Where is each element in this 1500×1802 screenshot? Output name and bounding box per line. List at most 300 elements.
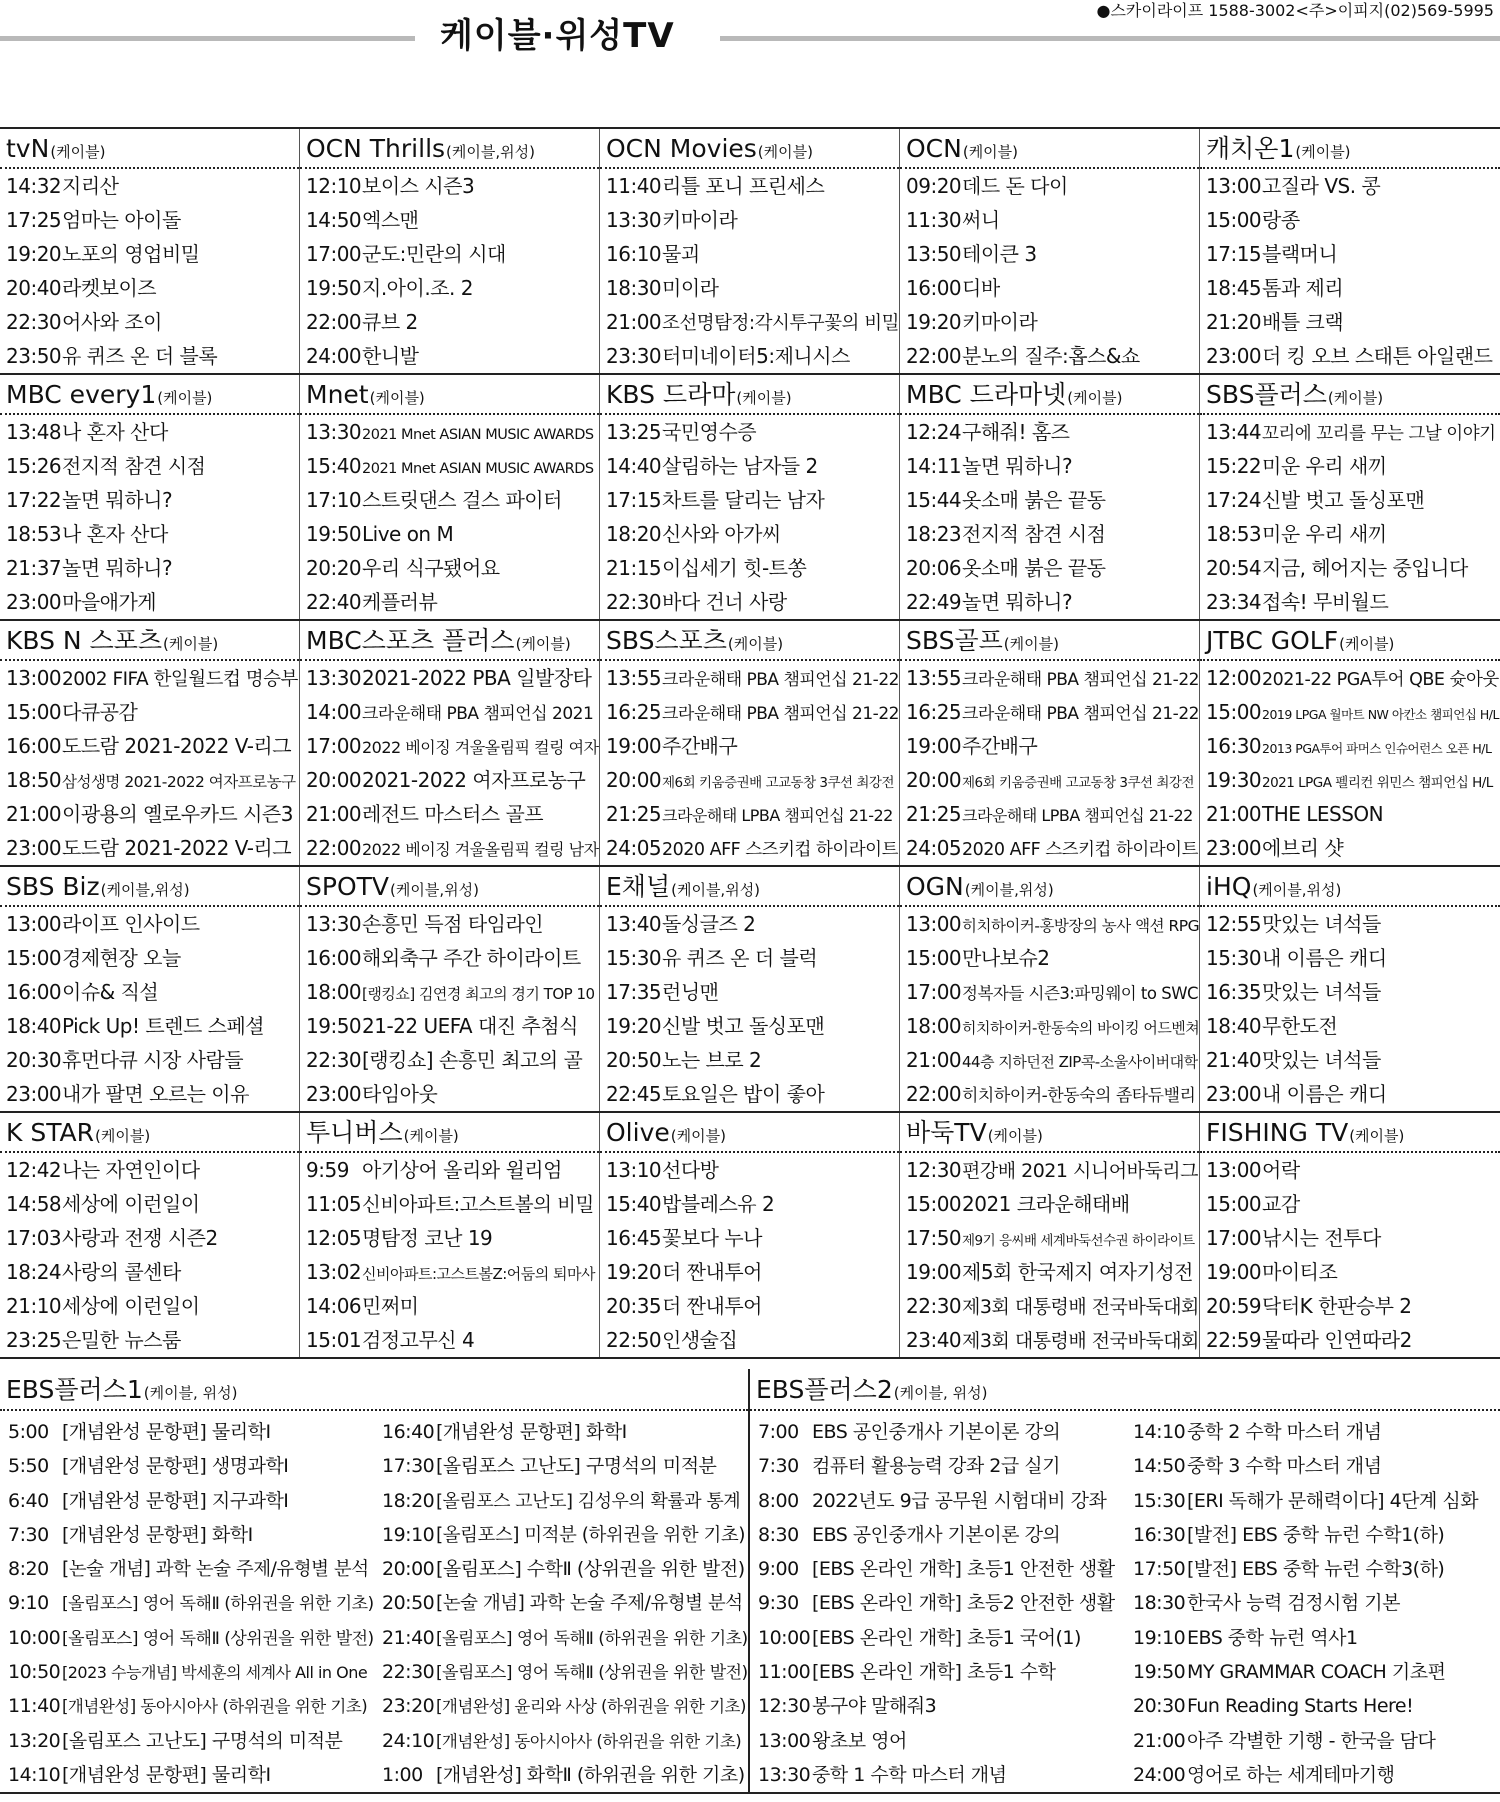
- program-time: 12:30: [758, 1695, 811, 1718]
- program-title: 낚시는 전투다: [1262, 1226, 1381, 1250]
- program-title: [올림포스] 미적분 (하위권을 위한 기초): [436, 1524, 745, 1546]
- program-title: 블랙머니: [1262, 242, 1338, 266]
- program-title: 명탐정 코난 19: [362, 1226, 493, 1250]
- program-time: 19:20: [6, 242, 62, 266]
- channel-name: E채널: [606, 872, 671, 901]
- program-title: [개념완성] 동아시아사 (하위권을 위한 기초): [62, 1697, 368, 1717]
- program-title: [랭킹쇼] 김연경 최고의 경기 TOP 10: [362, 985, 595, 1003]
- program-row: [600, 339, 899, 373]
- program-time: 22:30: [6, 310, 62, 334]
- program-title: [올림포스] 영어 독해Ⅱ (상위권을 위한 발전): [436, 1663, 748, 1684]
- program-time: 14:58: [6, 1192, 62, 1216]
- program-row: [600, 1153, 899, 1187]
- program-row: [0, 1323, 299, 1357]
- program-time: 7:30: [758, 1455, 799, 1478]
- program-time: 20:50: [606, 1048, 662, 1072]
- program-row: [0, 1552, 374, 1586]
- channel-header: [1200, 621, 1500, 661]
- program-time: 23:40: [906, 1328, 962, 1352]
- program-row: [900, 1009, 1199, 1043]
- program-title: 노는 브로 2: [662, 1048, 762, 1072]
- program-title: 주간배구: [962, 734, 1038, 758]
- program-time: 12:24: [906, 420, 962, 444]
- program-time: 15:22: [1206, 454, 1262, 478]
- program-title: [올림포스] 영어 독해Ⅱ (하위권을 위한 기초): [436, 1628, 748, 1649]
- program-time: 15:00: [1206, 700, 1262, 724]
- program-row: [1125, 1552, 1500, 1586]
- program-time: 13:30: [758, 1763, 811, 1786]
- program-time: 22:00: [906, 1082, 962, 1106]
- program-title: 전지적 참견 시점: [62, 454, 206, 478]
- program-title: [ERI 독해가 문해력이다] 4단계 심화: [1187, 1489, 1479, 1512]
- program-row: [900, 695, 1199, 729]
- program-row: [900, 169, 1199, 203]
- program-time: 18:20: [382, 1489, 435, 1512]
- program-row: [300, 975, 599, 1009]
- channel-name: 캐치온1: [1206, 134, 1295, 163]
- program-time: 8:20: [8, 1558, 49, 1581]
- program-time: 16:00: [6, 980, 62, 1004]
- program-row: [600, 1043, 899, 1077]
- program-time: 14:00: [306, 700, 362, 724]
- channel-header: [600, 621, 899, 661]
- channel-header: [0, 375, 299, 415]
- program-row: [1200, 1153, 1500, 1187]
- program-time: 20:35: [606, 1294, 662, 1318]
- channel-header: [300, 1113, 599, 1153]
- program-title: Live on M: [362, 522, 454, 546]
- program-title: 정복자들 시즌3:파밍웨이 to SWC: [962, 984, 1199, 1003]
- program-title: 케플러뷰: [362, 590, 438, 614]
- program-row: [1200, 1323, 1500, 1357]
- program-row: [750, 1724, 1125, 1758]
- program-row: [900, 1255, 1199, 1289]
- channel-platform: (케이블): [670, 1127, 726, 1145]
- program-row: [0, 415, 299, 449]
- header-rule-right: [720, 36, 1500, 41]
- channel-block: [300, 867, 600, 1111]
- program-time: 14:11: [906, 454, 962, 478]
- program-time: 20:00: [306, 768, 362, 792]
- program-row: [750, 1655, 1125, 1689]
- program-time: 17:50: [906, 1226, 962, 1250]
- program-time: 22:49: [906, 590, 962, 614]
- program-row: [900, 339, 1199, 373]
- program-row: [750, 1621, 1125, 1655]
- program-row: [600, 271, 899, 305]
- program-title: 레전드 마스터스 골프: [362, 802, 544, 826]
- program-time: 11:40: [8, 1695, 61, 1718]
- program-time: 20:30: [6, 1048, 62, 1072]
- program-row: [0, 1289, 299, 1323]
- program-title: 보이스 시즌3: [362, 174, 475, 198]
- program-time: 24:10: [382, 1729, 435, 1752]
- channel-platform: (케이블): [1295, 143, 1351, 161]
- program-title: [개념완성] 윤리와 사상 (하위권을 위한 기초): [436, 1697, 746, 1717]
- program-title: 2021 Mnet ASIAN MUSIC AWARDS: [362, 461, 594, 477]
- program-title: 영어로 하는 세계테마기행: [1187, 1763, 1395, 1786]
- program-time: 18:30: [606, 276, 662, 300]
- program-time: 17:03: [6, 1226, 62, 1250]
- program-row: [1200, 415, 1500, 449]
- program-time: 21:00: [1206, 802, 1262, 826]
- program-title: [2023 수능개념] 박세훈의 세계사 All in One: [62, 1663, 368, 1683]
- channel-header: [750, 1369, 1500, 1411]
- program-time: 11:05: [306, 1192, 362, 1216]
- program-title: 유 퀴즈 온 더 블럭: [662, 946, 818, 970]
- program-title: 아기상어 올리와 윌리엄: [362, 1158, 562, 1182]
- program-title: 중학 2 수학 마스터 개념: [1187, 1421, 1382, 1443]
- ebs-channel-block: [750, 1369, 1500, 1792]
- program-row: [1200, 729, 1500, 763]
- program-row: [600, 1289, 899, 1323]
- program-time: 18:24: [6, 1260, 62, 1284]
- program-title: 나 혼자 산다: [62, 420, 168, 444]
- program-time: 18:20: [606, 522, 662, 546]
- program-row: [1200, 1009, 1500, 1043]
- program-time: 13:30: [306, 666, 362, 690]
- program-title: 물따라 인연따라2: [1262, 1328, 1412, 1352]
- program-row: [900, 483, 1199, 517]
- program-time: 14:10: [1133, 1421, 1186, 1443]
- channel-platform: (케이블): [987, 1127, 1043, 1145]
- program-title: 신사와 아가씨: [662, 522, 781, 546]
- program-title: 더 킹 오브 스태튼 아일랜드: [1262, 344, 1493, 368]
- program-time: 14:10: [8, 1763, 61, 1786]
- program-time: 10:00: [8, 1626, 61, 1649]
- header-rule-left: [0, 36, 415, 41]
- channel-platform: (케이블): [50, 143, 106, 161]
- program-title: 놀면 뭐하니?: [62, 488, 173, 512]
- program-title: 도드람 2021-2022 V-리그: [62, 734, 292, 758]
- program-time: 18:53: [1206, 522, 1262, 546]
- channel-platform: (케이블): [157, 389, 213, 407]
- channel-platform: (케이블, 위성): [893, 1384, 988, 1402]
- channel-row: [0, 867, 1500, 1113]
- program-title: 2020 AFF 스즈키컵 하이라이트: [662, 840, 898, 860]
- program-title: 지리산: [62, 174, 119, 198]
- program-time: 15:26: [6, 454, 62, 478]
- program-row: [1200, 237, 1500, 271]
- program-time: 18:50: [6, 768, 62, 792]
- program-title: 내 이름은 캐디: [1262, 946, 1387, 970]
- program-title: 꽃보다 누나: [662, 1226, 762, 1250]
- program-row: [0, 763, 299, 797]
- program-time: 12:05: [306, 1226, 362, 1250]
- program-row: [900, 305, 1199, 339]
- program-time: 15:00: [6, 946, 62, 970]
- program-time: 23:00: [1206, 344, 1262, 368]
- program-time: 13:00: [758, 1729, 811, 1752]
- program-title: 신비아파트:고스트볼Z:어둠의 퇴마사: [362, 1265, 596, 1283]
- program-row: [300, 415, 599, 449]
- channel-platform: (케이블): [1003, 635, 1059, 653]
- program-time: 18:00: [306, 980, 362, 1004]
- program-time: 18:40: [1206, 1014, 1262, 1038]
- program-time: 9:30: [758, 1592, 799, 1615]
- program-time: 09:20: [906, 174, 962, 198]
- channel-header: [0, 1369, 748, 1411]
- channel-header: [600, 1113, 899, 1153]
- program-title: 배틀 크랙: [1262, 310, 1344, 334]
- program-row: [0, 1484, 374, 1518]
- program-row: [1200, 551, 1500, 585]
- program-title: 2019 LPGA 월마트 NW 아칸소 챔피언십 H/L: [1262, 707, 1499, 722]
- program-row: [1200, 1077, 1500, 1111]
- program-row: [900, 1043, 1199, 1077]
- program-title: 아주 각별한 기행 - 한국을 담다: [1187, 1729, 1436, 1752]
- program-row: [900, 975, 1199, 1009]
- program-title: 내가 팔면 오르는 이유: [62, 1082, 249, 1106]
- channel-block: [300, 129, 600, 373]
- program-row: [600, 797, 899, 831]
- program-title: 신발 벗고 돌싱포맨: [1262, 488, 1425, 512]
- program-title: 바다 건너 사랑: [662, 590, 787, 614]
- program-time: 24:00: [1133, 1763, 1186, 1786]
- program-time: 16:00: [306, 946, 362, 970]
- program-row: [374, 1415, 748, 1449]
- program-time: 21:40: [382, 1626, 435, 1649]
- program-row: [0, 907, 299, 941]
- program-time: 22:00: [306, 836, 362, 860]
- program-time: 20:20: [306, 556, 362, 580]
- program-time: 8:00: [758, 1489, 799, 1512]
- channel-name: SBS스포츠: [606, 626, 727, 655]
- channel-block: [900, 1113, 1200, 1357]
- program-row: [600, 1255, 899, 1289]
- program-time: 22:30: [606, 590, 662, 614]
- program-row: [374, 1518, 748, 1552]
- channel-header: [300, 867, 599, 907]
- program-row: [600, 831, 899, 865]
- program-row: [900, 449, 1199, 483]
- program-title: 토요일은 밥이 좋아: [662, 1082, 825, 1106]
- channel-grid: [0, 129, 1500, 1359]
- program-row: [750, 1449, 1125, 1483]
- program-time: 16:40: [382, 1421, 435, 1443]
- program-row: [0, 975, 299, 1009]
- program-title: 전지적 참견 시점: [962, 522, 1106, 546]
- program-row: [374, 1689, 748, 1723]
- program-row: [1200, 797, 1500, 831]
- program-row: [900, 941, 1199, 975]
- ebs-column: [750, 1415, 1125, 1792]
- program-title: 제3회 대통령배 전국바둑대회: [962, 1296, 1199, 1318]
- program-time: 18:45: [1206, 276, 1262, 300]
- program-time: 17:35: [606, 980, 662, 1004]
- program-time: 17:25: [6, 208, 62, 232]
- program-title: 미이라: [662, 276, 719, 300]
- program-title: 구해줘! 홈즈: [962, 420, 1070, 444]
- program-title: 2022 베이징 겨울올림픽 컬링 남자: [362, 840, 599, 859]
- program-time: 7:00: [758, 1421, 799, 1443]
- channel-name: MBC 드라마넷: [906, 380, 1067, 409]
- channel-block: [0, 621, 300, 865]
- program-time: 19:20: [906, 310, 962, 334]
- channel-platform: (케이블): [515, 635, 571, 653]
- program-title: 무한도전: [1262, 1014, 1338, 1038]
- program-time: 17:00: [306, 242, 362, 266]
- program-row: [300, 449, 599, 483]
- program-time: 16:30: [1133, 1523, 1186, 1546]
- program-time: 14:32: [6, 174, 62, 198]
- program-title: 조선명탐정:각시투구꽃의 비밀: [662, 313, 899, 334]
- program-row: [600, 1077, 899, 1111]
- program-time: 20:30: [1133, 1695, 1186, 1718]
- program-time: 9:59: [306, 1158, 349, 1182]
- program-row: [900, 237, 1199, 271]
- channel-header: [1200, 1113, 1500, 1153]
- program-title: 미운 우리 새끼: [1262, 454, 1387, 478]
- program-time: 15:30: [1206, 946, 1262, 970]
- program-title: 봉구야 말해줘3: [812, 1695, 937, 1718]
- program-time: 13:00: [906, 912, 962, 936]
- program-row: [300, 1077, 599, 1111]
- channel-block: [600, 1113, 900, 1357]
- program-time: 21:25: [606, 802, 662, 826]
- program-time: 9:00: [758, 1558, 799, 1581]
- program-title: 크라운해태 PBA 챔피언십 21-22: [662, 670, 899, 690]
- program-row: [1200, 975, 1500, 1009]
- channel-block: [1200, 1113, 1500, 1357]
- program-title: 꼬리에 꼬리를 무는 그날 이야기: [1262, 424, 1496, 444]
- channel-platform: (케이블): [757, 143, 813, 161]
- program-title: 제6회 키움증권배 고교동창 3쿠션 최강전: [962, 775, 1194, 791]
- program-time: 17:00: [906, 980, 962, 1004]
- channel-name: 투니버스: [306, 1118, 403, 1147]
- program-title: 중학 1 수학 마스터 개념: [812, 1763, 1007, 1786]
- program-title: Pick Up! 트렌드 스페셜: [62, 1014, 265, 1038]
- program-time: 18:30: [1133, 1592, 1186, 1615]
- program-row: [0, 729, 299, 763]
- program-row: [0, 661, 299, 695]
- program-title: 21-22 UEFA 대진 추첨식: [362, 1014, 578, 1038]
- program-row: [0, 1655, 374, 1689]
- program-time: 21:37: [6, 556, 62, 580]
- program-time: 12:30: [906, 1158, 962, 1182]
- program-time: 14:40: [606, 454, 662, 478]
- program-row: [1200, 449, 1500, 483]
- program-row: [374, 1758, 748, 1792]
- channel-header: [600, 375, 899, 415]
- program-row: [600, 517, 899, 551]
- program-row: [600, 695, 899, 729]
- channel-platform: (케이블): [736, 389, 792, 407]
- program-time: 19:50: [306, 522, 362, 546]
- program-title: 맛있는 녀석들: [1262, 912, 1381, 936]
- program-title: 우리 식구됐어요: [362, 556, 500, 580]
- program-row: [374, 1552, 748, 1586]
- program-title: 노포의 영업비밀: [62, 242, 200, 266]
- program-time: 16:30: [1206, 734, 1262, 758]
- channel-header: [300, 129, 599, 169]
- program-time: 23:25: [6, 1328, 62, 1352]
- program-time: 23:00: [1206, 1082, 1262, 1106]
- channel-header: [1200, 867, 1500, 907]
- program-title: 마을애가게: [62, 590, 157, 614]
- channel-block: [0, 129, 300, 373]
- channel-name: KBS N 스포츠: [6, 626, 163, 655]
- program-time: 21:10: [6, 1294, 62, 1318]
- program-title: 세상에 이런일이: [62, 1294, 200, 1318]
- program-row: [1125, 1724, 1500, 1758]
- program-row: [0, 1689, 374, 1723]
- program-time: 16:45: [606, 1226, 662, 1250]
- program-title: 2021-2022 PBA 일발장타: [362, 666, 592, 690]
- program-row: [374, 1655, 748, 1689]
- program-row: [900, 907, 1199, 941]
- program-title: 키마이라: [962, 310, 1038, 334]
- program-title: [논술 개념] 과학 논술 주제/유형별 분석: [436, 1593, 743, 1615]
- program-time: 18:23: [906, 522, 962, 546]
- program-time: 22:30: [382, 1661, 435, 1684]
- program-title: 디바: [962, 276, 1000, 300]
- program-title: Fun Reading Starts Here!: [1187, 1695, 1414, 1718]
- program-time: 17:15: [606, 488, 662, 512]
- program-title: 맛있는 녀석들: [1262, 980, 1381, 1004]
- program-time: 23:50: [6, 344, 62, 368]
- program-row: [300, 169, 599, 203]
- program-title: 이슈& 직설: [62, 980, 159, 1004]
- program-title: [개념완성 문항편] 지구과학Ⅰ: [62, 1489, 289, 1512]
- program-time: 5:00: [8, 1421, 49, 1443]
- program-row: [0, 237, 299, 271]
- program-time: 16:00: [906, 276, 962, 300]
- program-row: [300, 1009, 599, 1043]
- ebs-column: [374, 1415, 748, 1792]
- program-title: 엑스맨: [362, 208, 419, 232]
- program-title: 2013 PGA투어 파머스 인슈어런스 오픈 H/L: [1262, 741, 1492, 756]
- program-row: [750, 1552, 1125, 1586]
- program-title: 군도:민란의 시대: [362, 242, 506, 266]
- channel-block: [600, 129, 900, 373]
- program-row: [1125, 1586, 1500, 1620]
- program-time: 19:50: [306, 1014, 362, 1038]
- channel-platform: (케이블,위성): [671, 881, 761, 899]
- program-row: [0, 1043, 299, 1077]
- program-row: [374, 1724, 748, 1758]
- program-row: [0, 695, 299, 729]
- program-row: [300, 1153, 599, 1187]
- program-time: 13:55: [906, 666, 962, 690]
- program-title: 선다방: [662, 1158, 719, 1182]
- program-title: 분노의 질주:홉스&쇼: [962, 344, 1140, 368]
- channel-block: [1200, 129, 1500, 373]
- program-row: [300, 797, 599, 831]
- program-row: [1125, 1689, 1500, 1723]
- program-title: 2021-2022 여자프로농구: [362, 768, 586, 792]
- program-row: [1125, 1449, 1500, 1483]
- program-title: [EBS 온라인 개학] 초등1 국어(1): [812, 1626, 1081, 1649]
- program-time: 14:50: [306, 208, 362, 232]
- channel-name: SBS골프: [906, 626, 1003, 655]
- program-time: 18:00: [906, 1014, 962, 1038]
- program-time: 8:30: [758, 1523, 799, 1546]
- program-time: 19:10: [1133, 1626, 1186, 1649]
- program-row: [750, 1484, 1125, 1518]
- program-time: 18:53: [6, 522, 62, 546]
- program-row: [300, 585, 599, 619]
- program-time: 17:22: [6, 488, 62, 512]
- program-title: 도드람 2021-2022 V-리그: [62, 836, 292, 860]
- program-title: 한국사 능력 검정시험 기본: [1187, 1592, 1401, 1615]
- program-title: 테이큰 3: [962, 242, 1037, 266]
- program-row: [1200, 169, 1500, 203]
- channel-header: [0, 1113, 299, 1153]
- program-title: 은밀한 뉴스룸: [62, 1328, 181, 1352]
- program-title: 미운 우리 새끼: [1262, 522, 1387, 546]
- ebs-columns: [750, 1411, 1500, 1792]
